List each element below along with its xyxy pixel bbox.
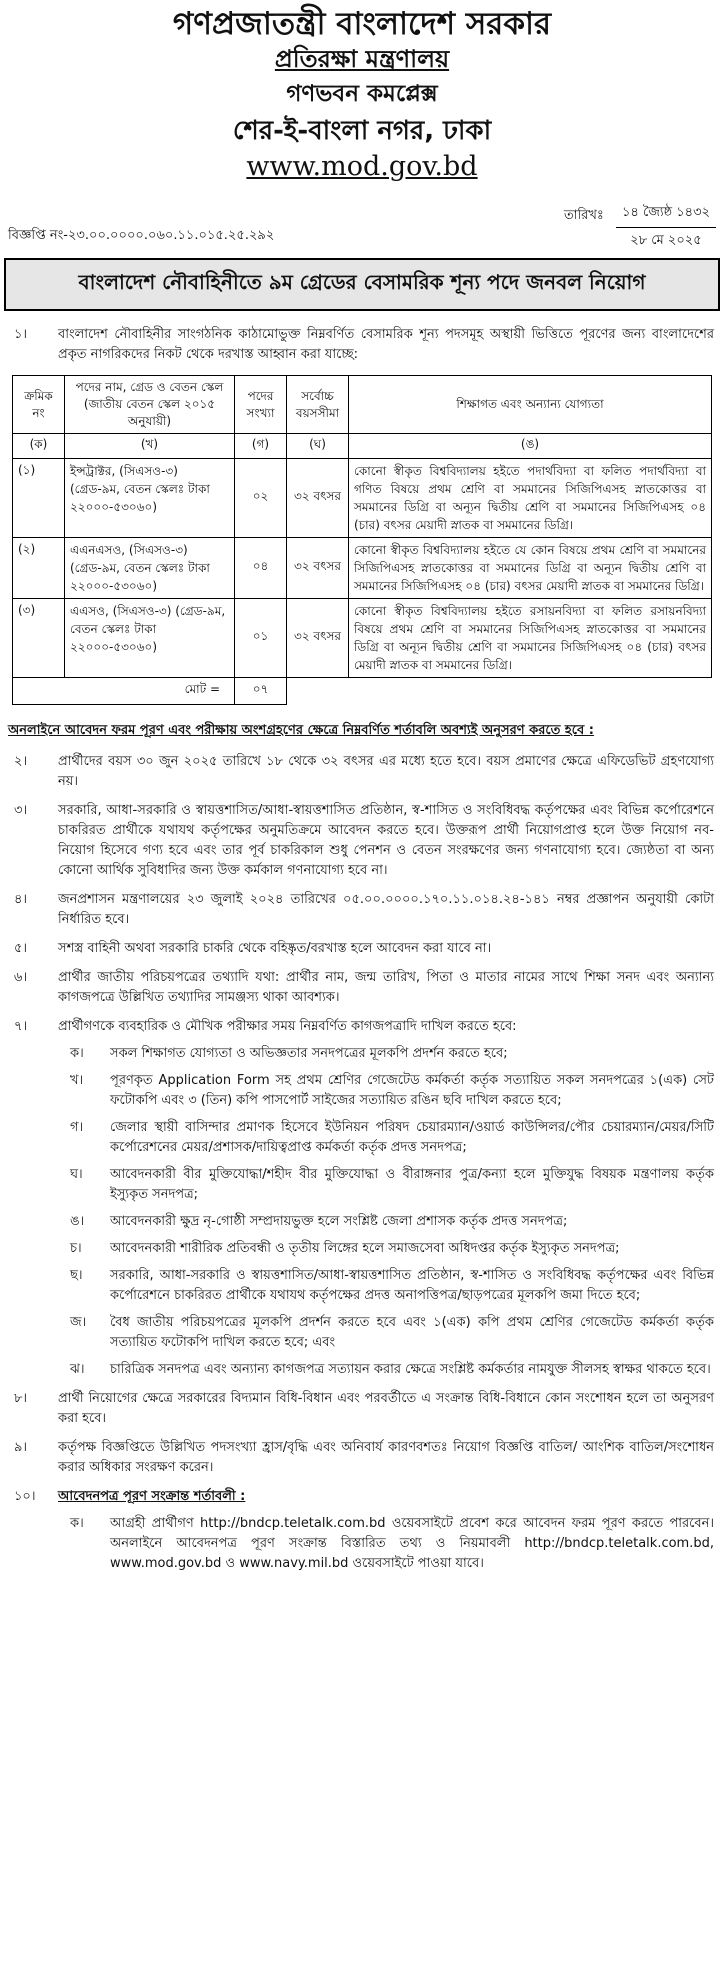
paragraph-6 [10,968,714,1008]
paragraph-4 [10,890,714,930]
total-value: ০৭ [235,678,287,705]
item-text: সকল শিক্ষাগত যোগ্যতা ও অভিজ্ঞতার সনদপত্রের মূলকপি প্রদর্শন করতে হবে; [110,1046,508,1061]
col-header-post: পদের নাম, গ্রেড ও বেতন স্কেল (জাতীয় বেতন স্কেল ২০১৫ অনুযায়ী) [65,376,235,434]
item-number: ছ। [70,1268,83,1283]
col-header-count: পদের সংখ্যা [235,376,287,434]
col-letter: (ঘ) [287,434,349,459]
list-item [54,1212,714,1232]
paragraph-8 [10,1389,714,1429]
row-serial: (২) [13,538,65,599]
item-number: খ। [70,1073,84,1088]
col-letter: (গ) [235,434,287,459]
notice-reference: বিজ্ঞপ্তি নং-২৩.০০.০০০০.০৬০.১১.০১৫.২৫.২৯২ [8,228,275,243]
date-gregorian: ২৮ মে ২০২৫ [630,233,702,248]
row-count: ০১ [235,599,287,678]
row-serial: (৩) [13,599,65,678]
item-text: পূরণকৃত Application Form সহ প্রথম শ্রেণির গেজেটেড কর্মকর্তা কর্তৃক সত্যায়িত সকল সনদপত্রের ১(এক) সেট ফটোকপি এবং ৩ (তিন) কপি পাসপোর্ট সাইজের সত্যায়িত রঙিন ছবি দাখিল করতে হবে; [110,1073,714,1108]
paragraph-2 [10,752,714,792]
ministry-name: প্রতিরক্ষা মন্ত্রণালয় [274,45,450,73]
para-text: প্রার্থীর জাতীয় পরিচয়পত্রের তথ্যাদি যথা: প্রার্থীর নাম, জন্ম তারিখ, পিতা ও মাতার নামের সাথে শিক্ষা সনদ এবং অন্যান্য কাগজপত্রে উল্লিখিত তথ্যাদির সামঞ্জস্য থাকা আবশ্যক। [58,970,714,1005]
item-number: ঝ। [70,1362,85,1377]
table-total-row [13,678,712,705]
col-letter: (খ) [65,434,235,459]
notice-title-banner: বাংলাদেশ নৌবাহিনীতে ৯ম গ্রেডের বেসামরিক শূন্য পদে জনবল নিয়োগ [4,258,720,311]
item-text: আগ্রহী প্রার্থীগণ http://bndcp.teletalk.com.bd ওয়েবসাইটে প্রবেশ করে আবেদন ফরম পূরণ করতে পারবেন। অনলাইনে আবেদনপত্র পূরণ সংক্রান্ত বিস্তারিত তথ্য ও নিয়মাবলী http://bndcp.teletalk.com.bd, www.mod.gov.bd ও www.navy.mil.bd ওয়েবসাইটে পাওয়া যাবে। [110,1516,714,1571]
office-address: শের-ই-বাংলা নগর, ঢাকা [232,116,492,146]
col-header-age: সর্বোচ্চ বয়সসীমা [287,376,349,434]
paragraph-5 [10,939,714,959]
col-letter: (ঙ) [349,434,712,459]
website-link[interactable]: www.mod.gov.bd [246,151,478,182]
table-row [13,459,712,538]
table-letter-row [13,434,712,459]
item-text: জেলার স্থায়ী বাসিন্দার প্রমাণক হিসেবে ইউনিয়ন পরিষদ চেয়ারম্যান/ওয়ার্ড কাউন্সিলর/পৌর চেয়ারম্যান/মেয়র/সিটি কর্পোরেশনের মেয়র/প্রশাসক/দায়িত্বপ্রাপ্ত কর্মকর্তা কর্তৃক প্রদত্ত সনদপত্র; [110,1120,714,1155]
para-text: প্রার্থীগণকে ব্যবহারিক ও মৌখিক পরীক্ষার সময় নিম্নবর্ণিত কাগজপত্রাদি দাখিল করতে হবে: [58,1019,517,1034]
total-label: মোট = [13,678,235,705]
row-qualification: কোনো স্বীকৃত বিশ্ববিদ্যালয় হইতে পদার্থবিদ্যা বা ফলিত পদার্থবিদ্যা বা গণিত বিষয়ে প্রথম শ্রেণি বা সমমানের সিজিপিএসহ স্নাতকোত্তর বা সমমানের ডিগ্রি বা অন্যূন দ্বিতীয় শ্রেণি বা সমমানের সিজিপিএসহ ০৪ (চার) বৎসর মেয়াদী স্নাতক বা সমমানের ডিগ্রি। [349,459,712,538]
para-number: ৯। [14,1440,28,1455]
item-text: আবেদনকারী ক্ষুদ্র নৃ-গোষ্ঠী সম্প্রদায়ভুক্ত হলে সংশ্লিষ্ট জেলা প্রশাসক কর্তৃক প্রদত্ত সনদপত্র; [110,1214,568,1229]
list-item [54,1266,714,1306]
item-number: ক। [70,1046,84,1061]
reference-row [0,192,724,254]
instructions-heading: অনলাইনে আবেদন ফরম পূরণ এবং পরীক্ষায় অংশগ্রহণের ক্ষেত্রে নিম্নবর্ণিত শর্তাবলি অবশ্যই অনুসরণ করতে হবে : [8,723,594,738]
item-number: ঙ। [70,1214,85,1229]
list-item [54,1313,714,1353]
row-age: ৩২ বৎসর [287,459,349,538]
para-text: জনপ্রশাসন মন্ত্রণালয়ের ২৩ জুলাই ২০২৪ তারিখের ০৫.০০.০০০০.১৭০.১১.০১৪.২৪-১৪১ নম্বর প্রজ্ঞাপন অনুযায়ী কোটা নির্ধারিত হবে। [58,892,714,927]
list-item [54,1165,714,1205]
paragraph-10 [10,1487,714,1507]
para-number: ১। [14,327,28,342]
para-text: প্রার্থীদের বয়স ৩০ জুন ২০২৫ তারিখে ১৮ থেকে ৩২ বৎসর এর মধ্যে হতে হবে। বয়স প্রমাণের ক্ষেত্রে এফিডেভিট গ্রহণযোগ্য নয়। [58,754,714,789]
item-text: আবেদনকারী শারীরিক প্রতিবন্ধী ও তৃতীয় লিঙ্গের হলে সমাজসেবা অধিদপ্তর কর্তৃক ইস্যুকৃত সনদপত্র; [110,1241,620,1256]
para-number: ৬। [14,970,28,985]
item-text: আবেদনকারী বীর মুক্তিযোদ্ধা/শহীদ বীর মুক্তিযোদ্ধা ও বীরাঙ্গনার পুত্র/কন্যা হলে মুক্তিযুদ্ধ বিষয়ক মন্ত্রণালয় কর্তৃক ইস্যুকৃত সনদপত্র; [110,1167,714,1202]
row-count: ০২ [235,459,287,538]
list-item [54,1118,714,1158]
date-bangla: ১৪ জ্যৈষ্ঠ ১৪৩২ [616,200,716,228]
letterhead [0,6,724,184]
row-post: এএনএসও, (সিএসও-৩) (গ্রেড-৯ম, বেতন স্কেলঃ টাকা ২২০০০-৫৩০৬০) [65,538,235,599]
para-number: ১০। [14,1489,36,1504]
list-item [54,1514,714,1574]
item-text: সরকারি, আধা-সরকারি ও স্বায়ত্তশাসিত/আধা-স্বায়ত্তশাসিত প্রতিষ্ঠান, স্ব-শাসিত ও সংবিধিবদ্ধ কর্তৃপক্ষের এবং বিভিন্ন কর্পোরেশনে চাকরিরত প্রার্থীকে যথাযথ কর্তৃপক্ষের প্রদত্ত অনাপত্তিপত্র/ছাড়পত্রের মূলকপি জমা দিতে হবে; [110,1268,714,1303]
row-age: ৩২ বৎসর [287,599,349,678]
list-item [54,1239,714,1259]
table-row [13,599,712,678]
paragraph-3 [10,801,714,881]
para-text: সরকারি, আধা-সরকারি ও স্বায়ত্তশাসিত/আধা-স্বায়ত্তশাসিত প্রতিষ্ঠান, স্ব-শাসিত ও সংবিধিবদ্ধ কর্তৃপক্ষের এবং বিভিন্ন কর্পোরেশনে চাকরিরত প্রার্থীকে যথাযথ কর্তৃপক্ষের অনুমতিক্রমে আবেদন করতে হবে। উক্তরূপ প্রার্থী নিয়োগপ্রাপ্ত হলে উক্ত নিয়োগ নব-নিয়োগ হিসেবে গণ্য হবে এবং তার পূর্ব চাকরিকাল শুধু পেনশন ও বেতন সংরক্ষণের জন্য গণনাযোগ্য হবে। জ্যেষ্ঠতা বা অন্য কোনো আর্থিক সুবিধাদির জন্য উক্ত কর্মকাল গণনাযোগ্য হবে না। [58,803,714,878]
government-title: গণপ্রজাতন্ত্রী বাংলাদেশ সরকার [172,6,552,42]
row-post: ইন্সট্রাক্টর, (সিএসও-৩) (গ্রেড-৯ম, বেতন স্কেলঃ টাকা ২২০০০-৫৩০৬০) [65,459,235,538]
row-post: এএসও, (সিএসও-৩) (গ্রেড-৯ম, বেতন স্কেলঃ টাকা ২২০০০-৫৩০৬০) [65,599,235,678]
paragraph-9 [10,1438,714,1478]
date-label: তারিখঃ [563,208,604,223]
row-qualification: কোনো স্বীকৃত বিশ্ববিদ্যালয় হইতে রসায়নবিদ্যা বা ফলিত রসায়নবিদ্যা বিষয়ে প্রথম শ্রেণি বা সমমানের সিজিপিএসহ স্নাতকোত্তর বা সমমানের ডিগ্রি বা অন্যূন দ্বিতীয় শ্রেণি বা সমমানের সিজিপিএসহ ০৪ (চার) বৎসর মেয়াদী স্নাতক বা সমমানের ডিগ্রি। [349,599,712,678]
item-number: জ। [70,1315,87,1330]
para-text: সশস্ত্র বাহিনী অথবা সরকারি চাকরি থেকে বহিষ্কৃত/বরখাস্ত হলে আবেদন করা যাবে না। [58,941,492,956]
col-header-qualification: শিক্ষাগত এবং অন্যান্য যোগ্যতা [349,376,712,434]
item-text: চারিত্রিক সনদপত্র এবং অন্যান্য কাগজপত্র সত্যায়ন করার ক্ষেত্রে সংশ্লিষ্ট কর্মকর্তার নামযুক্ত সীলসহ স্বাক্ষর থাকতে হবে। [110,1362,711,1377]
para-text: প্রার্থী নিয়োগের ক্ষেত্রে সরকারের বিদ্যমান বিধি-বিধান এবং পরবর্তীতে এ সংক্রান্ত বিধি-বিধানে কোন সংশোধন হলে তা অনুসরণ করা হবে। [58,1391,714,1426]
office-name: গণভবন কমপ্লেক্স [286,81,438,107]
table-header-row [13,376,712,434]
para-number: ৫। [14,941,28,956]
item-number: চ। [70,1241,82,1256]
list-item [54,1044,714,1064]
para-number: ৮। [14,1391,28,1406]
row-age: ৩২ বৎসর [287,538,349,599]
item-text: বৈধ জাতীয় পরিচয়পত্রের মূলকপি প্রদর্শন করতে হবে এবং ১(এক) কপি প্রথম শ্রেণির গেজেটেড কর্মকর্তা কর্তৃক সত্যায়িত ফটোকপি দাখিল করতে হবে; এবং [110,1315,714,1350]
para-text: কর্তৃপক্ষ বিজ্ঞপ্তিতে উল্লিখিত পদসংখ্যা হ্রাস/বৃদ্ধি এবং অনিবার্য কারণবশতঃ নিয়োগ বিজ্ঞপ্তি বাতিল/ আংশিক বাতিল/সংশোধন করার অধিকার সংরক্ষণ করেন। [58,1440,714,1475]
item-number: গ। [70,1120,84,1135]
para-number: ২। [14,754,28,769]
vacancy-table [12,375,712,705]
paragraph-7 [10,1017,714,1037]
table-row [13,538,712,599]
col-letter: (ক) [13,434,65,459]
para-number: ৪। [14,892,28,907]
date-block [564,200,716,255]
para-text: বাংলাদেশ নৌবাহিনীর সাংগঠনিক কাঠামোভুক্ত নিম্নবর্ণিত বেসামরিক শূন্য পদসমূহ অস্থায়ী ভিত্তিতে পূরণের জন্য বাংলাদেশের প্রকৃত নাগরিকদের নিকট থেকে দরখাস্ত আহ্বান করা যাচ্ছে: [58,327,714,362]
list-item [54,1071,714,1111]
row-qualification: কোনো স্বীকৃত বিশ্ববিদ্যালয় হইতে যে কোন বিষয়ে প্রথম শ্রেণি বা সমমানের সিজিপিএসহ স্নাতকোত্তর বা সমমানের ডিগ্রি বা অন্যূন দ্বিতীয় শ্রেণি বা সমমানের সিজিপিএসহ ০৪ (চার) বৎসর মেয়াদী স্নাতক বা সমমানের ডিগ্রি। [349,538,712,599]
row-serial: (১) [13,459,65,538]
col-header-serial: ক্রমিক নং [13,376,65,434]
intro-paragraph [10,325,714,365]
item-number: ঘ। [70,1167,83,1182]
row-count: ০৪ [235,538,287,599]
item-number: ক। [70,1516,84,1531]
para-heading: আবেদনপত্র পূরণ সংক্রান্ত শর্তাবলী : [58,1489,246,1504]
para-number: ৩। [14,803,28,818]
para-number: ৭। [14,1019,28,1034]
list-item [54,1360,714,1380]
